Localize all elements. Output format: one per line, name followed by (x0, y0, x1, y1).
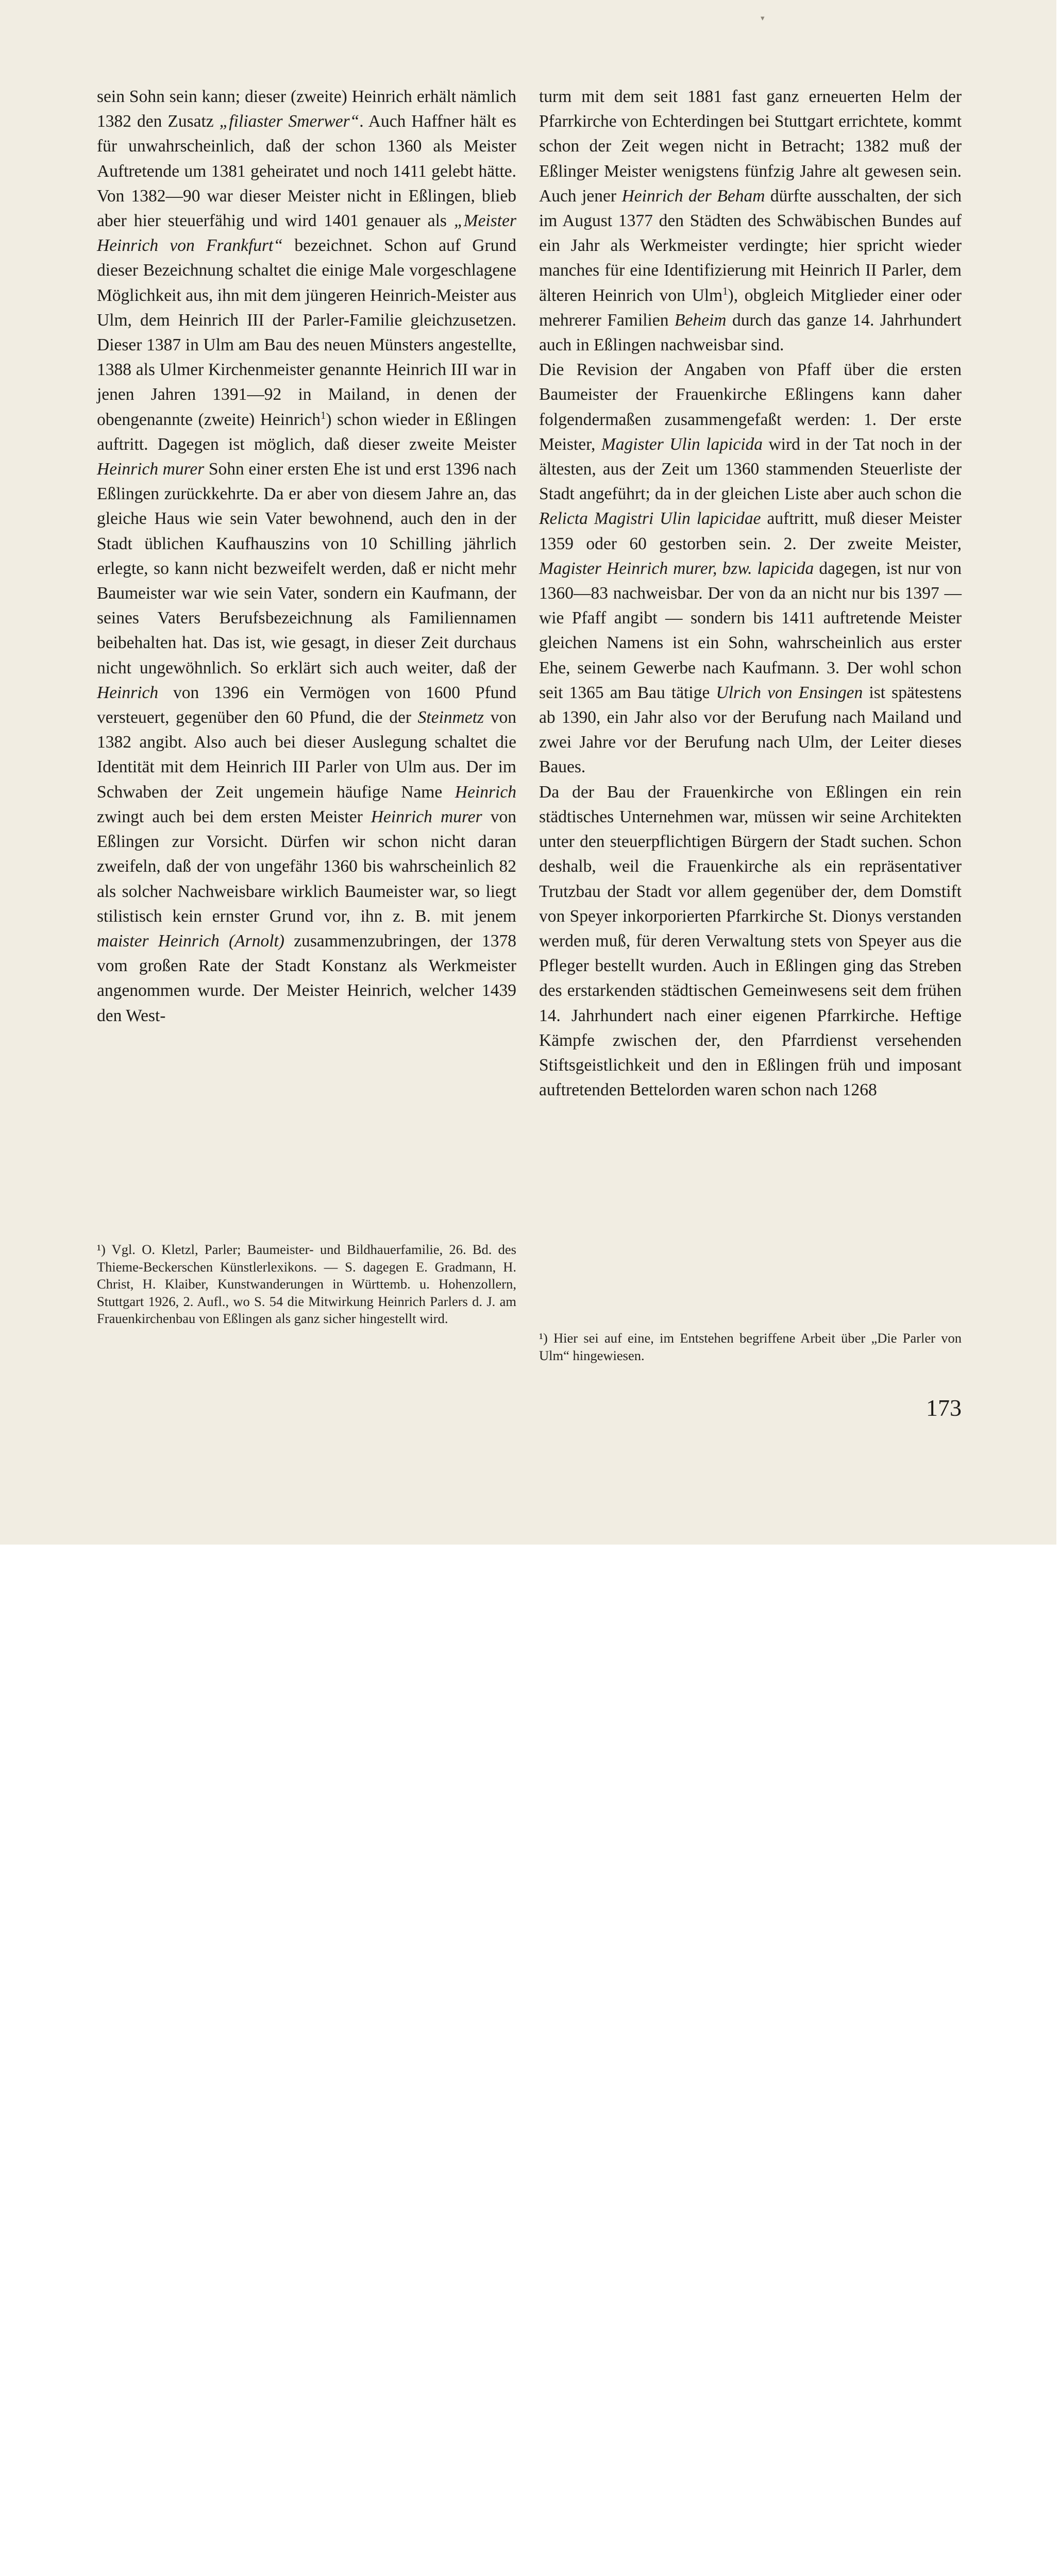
paragraph (97, 84, 516, 1028)
text-run: wird in der Tat noch in der ältesten, aus der Zeit um 1360 stammenden Steuerliste der Stadt angeführt; da in der gleichen Liste aber auch schon die (539, 434, 962, 504)
paragraph (539, 358, 962, 779)
text-run: zwingt auch bei dem ersten Meister (97, 807, 371, 826)
italic-phrase: Steinmetz (417, 708, 484, 727)
text-run: . Auch Haffner hält es für unwahrscheinlich, daß der schon 1360 als Meister Auftretende um 1381 geheiratet und noch 1411 gelebt hätte. Von 1382—90 war dieser Meister nicht in Eßlingen, blieb aber hier steuerfähig und wird 1401 genauer als (97, 112, 516, 231)
text-run: ), obgleich Mitglieder einer oder mehrerer Familien (539, 285, 962, 330)
italic-phrase: Heinrich murer (97, 460, 205, 479)
italic-phrase: maister Heinrich (Arnolt) (97, 931, 284, 951)
text-run: auftritt, muß dieser Meister 1359 oder 60 gestorben sein. 2. Der zweite Meister, (539, 509, 962, 553)
text-run: sein Sohn sein kann; dieser (zweite) Heinrich erhält nämlich 1382 den Zusatz (97, 87, 516, 131)
text-run: Da der Bau der Frauenkirche von Eßlingen ein rein städtisches Unternehmen war, müssen wir seine Architekten unter den steuerpflichtigen Bürgern der Stadt suchen. Schon deshalb, weil die Frauenkirche als ein repräsentativer Trutzbau der Stadt vor allem gegenüber der, dem Domstift von Speyer inkorporierten Pfarrkirche St. Dionys verstanden werden muß, für deren Verwaltung stets von Speyer aus die Pfleger bestellt wurden. Auch in Eßlingen ging das Streben des erstarkenden städtischen Gemeinwesens seit dem frühen 14. Jahrhundert nach einer eigenen Pfarrkirche. Heftige Kämpfe zwischen der, den Pfarrdienst versehenden Stiftsgeistlichkeit und den in Eßlingen früh und imposant auftretenden Bettelorden waren schon nach 1268 (539, 782, 962, 1100)
text-run: turm mit dem seit 1881 fast ganz erneuerten Helm der Pfarrkirche von Echterdingen bei Stuttgart errichtete, kommt schon der Zeit wegen nicht in Betracht; 1382 muß der Eßlinger Meister wenigstens fünfzig Jahre alt gewesen sein. Auch jener (539, 87, 962, 206)
italic-phrase: „Meister Heinrich von Frankfurt“ (97, 211, 516, 256)
scan-mark-icon: ▾ (761, 13, 765, 23)
text-run: dürfte ausschalten, der sich im August 1377 den Städten des Schwäbischen Bundes auf ein Jahr als Werkmeister verdingte; hier spricht wieder manches für eine Identifizierung mit Heinrich II Parler, dem älteren Heinrich von Ulm (539, 186, 962, 305)
italic-phrase: Relicta Magistri Ulin lapicidae (539, 509, 761, 529)
footnote-marker: 1 (722, 285, 728, 297)
page-number: 173 (926, 1395, 962, 1421)
footnote-right: ¹) Hier sei auf eine, im Entstehen begriffene Arbeit über „Die Parler von Ulm“ hingewiesen. (539, 1330, 962, 1363)
text-run: von Eßlingen zur Vorsicht. Dürfen wir schon nicht daran zweifeln, daß der von ungefähr 1360 bis wahrscheinlich 82 als solcher Nachweisbare wirklich Baumeister war, so liegt stilistisch kein ernster Grund vor, ihn z. B. mit jenem (97, 807, 516, 926)
footnote-left: ¹) Vgl. O. Kletzl, Parler; Baumeister- und Bildhauerfamilie, 26. Bd. des Thieme-Beckerschen Künstlerlexikons. — S. dagegen E. Gradmann, H. Christ, H. Klaiber, Kunstwanderungen in Württemb. u. Hohenzollern, Stuttgart 1926, 2. Aufl., wo S. 54 die Mitwirkung Heinrich Parlers d. J. am Frauenkirchenbau von Eßlingen als ganz sicher hingestellt wird. (97, 1242, 516, 1326)
text-run: ist spätestens ab 1390, ein Jahr also vor der Berufung nach Mailand und zwei Jahre vor der Berufung nach Ulm, der Leiter dieses Baues. (539, 683, 962, 777)
text-run: zusammenzubringen, der 1378 vom großen Rate der Stadt Konstanz als Werkmeister angenommen wurde. Der Meister Heinrich, welcher 1439 den West- (97, 931, 517, 1025)
text-run: von 1382 angibt. Also auch bei dieser Auslegung schaltet die Identität mit dem Heinrich III Parler von Ulm aus. Der im Schwaben der Zeit ungemein häufige Name (97, 708, 516, 802)
italic-phrase: Heinrich (97, 683, 159, 702)
right-text-column (539, 84, 962, 1103)
text-run: Sohn einer ersten Ehe ist und erst 1396 nach Eßlingen zurückkehrte. Da er aber von diesem Jahre an, das gleiche Haus wie sein Vater bewohnend, auch den in der Stadt üblichen Kaufhauszins von 10 Schilling jährlich erlegte, so kann nicht bezweifelt werden, daß er nicht mehr Baumeister war wie sein Vater, sondern ein Kaufmann, der seines Vaters Berufsbezeichnung als Familiennamen beibehalten hat. Das ist, wie gesagt, in dieser Zeit durchaus nicht ungewöhnlich. So erklärt sich auch weiter, daß der (97, 460, 516, 677)
paragraph (539, 84, 962, 358)
text-run: bezeichnet. Schon auf Grund dieser Bezeichnung schaltet die einige Male vorgeschlagene Möglichkeit aus, ihn mit dem jüngeren Heinrich-Meister aus Ulm, dem Heinrich III der Parler-Familie gleichzusetzen. Dieser 1387 in Ulm am Bau des neuen Münsters angestellte, 1388 als Ulmer Kirchenmeister genannte Heinrich III war in jenen Jahren 1391—92 in Mailand, in denen der obengenannte (zweite) Heinrich (97, 236, 516, 429)
left-text-column (97, 84, 516, 1028)
digitization-footer (0, 1545, 1060, 1619)
italic-phrase: „filiaster Smerwer“ (219, 112, 360, 131)
italic-phrase: Ulrich von Ensingen (716, 683, 863, 702)
text-run: dagegen, ist nur von 1360—83 nachweisbar. Der von da an nicht nur bis 1397 — wie Pfaff angibt — sondern bis 1411 auftretende Meister gleichen Namens ist ein Sohn, wahrscheinlich aus erster Ehe, seinem Gewerbe nach Kaufmann. 3. Der wohl schon seit 1365 am Bau tätige (539, 558, 962, 702)
italic-phrase: Heinrich murer (371, 807, 482, 826)
italic-phrase: Beheim (674, 310, 727, 330)
paragraph (539, 780, 962, 1103)
text-run: Die Revision der Angaben von Pfaff über die ersten Baumeister der Frauenkirche Eßlingens kann daher folgendermaßen zusammengefaßt werden: 1. Der erste Meister, (539, 360, 962, 454)
italic-phrase: Heinrich der Beham (621, 186, 765, 206)
footnote-marker: 1 (321, 409, 326, 421)
italic-phrase: Magister Ulin lapicida (601, 434, 763, 454)
italic-phrase: Heinrich (455, 782, 516, 802)
italic-phrase: Magister Heinrich murer, bzw. lapicida (539, 558, 814, 578)
text-run: durch das ganze 14. Jahrhundert auch in Eßlingen nachweisbar sind. (539, 310, 962, 355)
text-run: ) schon wieder in Eßlingen auftritt. Dagegen ist möglich, daß dieser zweite Meister (97, 410, 516, 454)
text-run: von 1396 ein Vermögen von 1600 Pfund versteuert, gegenüber den 60 Pfund, die der (97, 683, 516, 727)
